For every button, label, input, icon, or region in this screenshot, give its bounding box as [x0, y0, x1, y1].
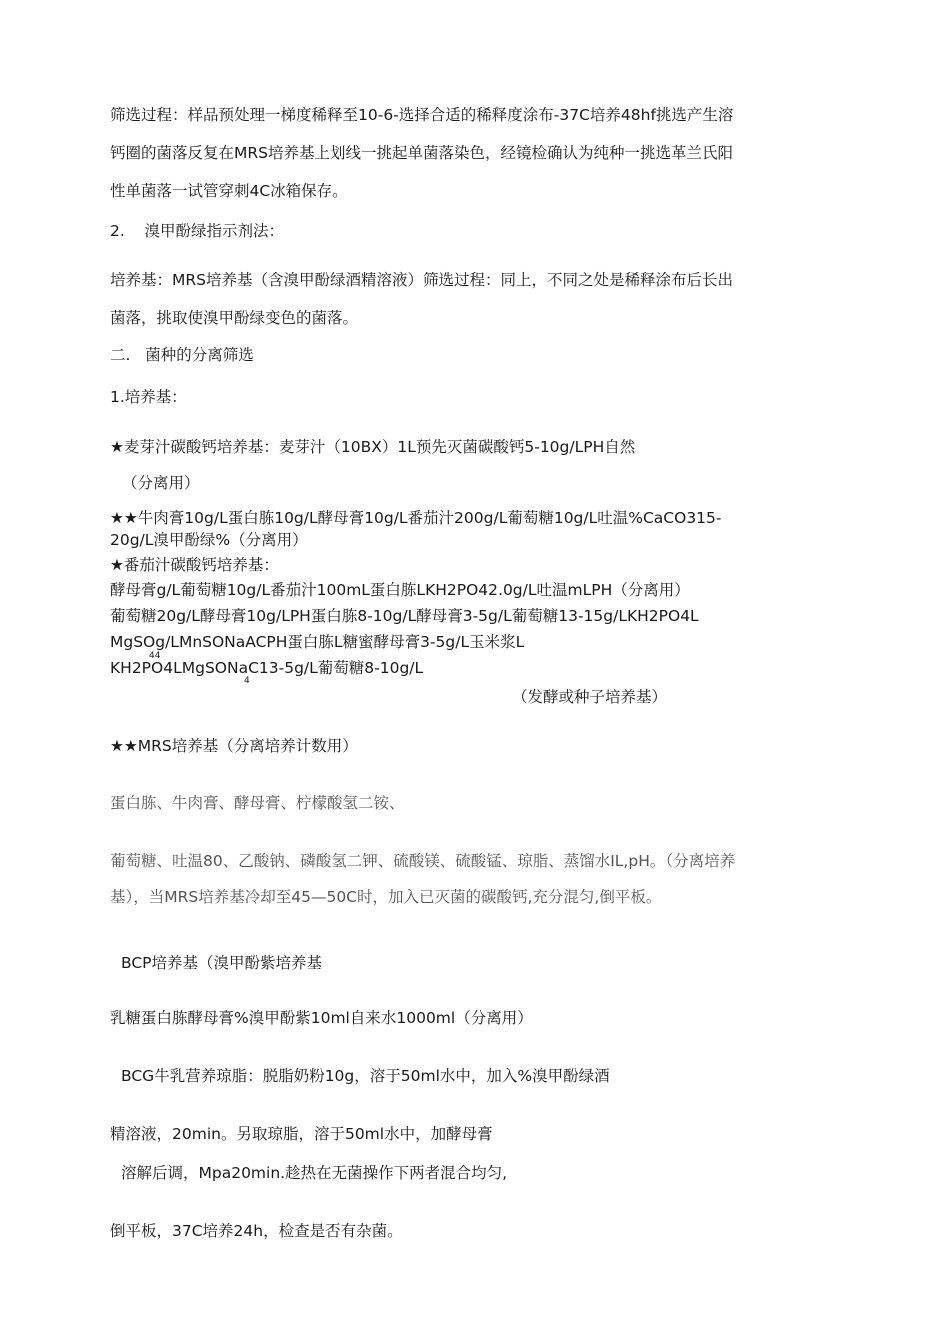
medium-line: ★★牛肉膏10g/L蛋白胨10g/L酵母膏10g/L番茄汁200g/L葡萄糖10g/L吐温%CaCO315- — [110, 509, 722, 527]
paragraph-line: 菌落，挑取使溴甲酚绿变色的菌落。 — [110, 309, 359, 327]
paragraph-line: 溶解后调，Mpa20min.趁热在无菌操作下两者混合均匀, — [121, 1164, 508, 1182]
medium-line: 葡萄糖20g/L酵母膏10g/LPH蛋白胨8-10g/L酵母膏3-5g/L葡萄糖13-15g/LKH2PO4L — [110, 607, 699, 625]
paragraph-line: 钙圈的菌落反复在MRS培养基上划线一挑起单菌落染色，经镜检确认为纯种一挑选革兰氏阳 — [110, 144, 733, 162]
medium-title: BCP培养基（溴甲酚紫培养基 — [121, 954, 323, 972]
paragraph-line: 精溶液，20min。另取琼脂，溶于50ml水中，加酵母膏 — [110, 1125, 493, 1143]
medium-line: MgSOg/LMnSONaACPH蛋白胨L糖蜜酵母膏3-5g/L玉米浆L — [110, 633, 525, 651]
paragraph-line: 筛选过程：样品预处理一梯度稀释至10-6-选择合适的稀释度涂布-37C培养48hf挑选产生溶 — [110, 106, 734, 124]
section-heading: 2. 溴甲酚绿指示剂法： — [110, 222, 284, 240]
paragraph-line: 性单菌落一试管穿刺4C冰箱保存。 — [110, 182, 348, 200]
subheading: 1.培养基： — [110, 388, 187, 406]
paragraph-line: 葡萄糖、吐温80、乙酸钠、磷酸氢二钾、硫酸镁、硫酸锰、琼脂、蒸馏水IL,pH。（分离培养 — [110, 852, 736, 870]
medium-note: （分离用） — [122, 474, 200, 492]
medium-title: ★★MRS培养基（分离培养计数用） — [110, 737, 358, 755]
medium-line: KH2PO4LMgSONaC13-5g/L葡萄糖8-10g/L — [110, 659, 424, 677]
paragraph-line: 倒平板，37C培养24h，检查是否有杂菌。 — [110, 1222, 403, 1240]
paragraph-line: BCG牛乳营养琼脂：脱脂奶粉10g，溶于50ml水中，加入%溴甲酚绿酒 — [121, 1067, 610, 1085]
paragraph-line: 乳糖蛋白胨酵母膏%溴甲酚紫10ml自来水1000ml（分离用） — [110, 1009, 533, 1027]
section-heading: 二. 菌种的分离筛选 — [110, 346, 254, 364]
subscript: 4 — [244, 676, 250, 686]
medium-line: 20g/L溴甲酚绿%（分离用） — [110, 531, 308, 549]
paragraph-line: 培养基：MRS培养基（含溴甲酚绿酒精溶液）筛选过程：同上，不同之处是稀释涂布后长出 — [110, 271, 733, 289]
medium-line: 酵母膏g/L葡萄糖10g/L番茄汁100mL蛋白胨LKH2PO42.0g/L吐温mLPH（分离用） — [110, 581, 690, 599]
medium-line: ★番茄汁碳酸钙培养基： — [110, 556, 279, 574]
medium-note: （发酵或种子培养基） — [512, 688, 668, 706]
subscript: 44 — [149, 651, 161, 661]
paragraph-line: 蛋白胨、牛肉膏、酵母膏、柠檬酸氢二铵、 — [110, 794, 405, 812]
medium-line: ★麦芽汁碳酸钙培养基：麦芽汁（10BX）1L预先灭菌碳酸钙5-10g/LPH自然 — [110, 438, 636, 456]
paragraph-line: 基），当MRS培养基冷却至45—50C时，加入已灭菌的碳酸钙,充分混匀,倒平板。 — [110, 888, 662, 906]
